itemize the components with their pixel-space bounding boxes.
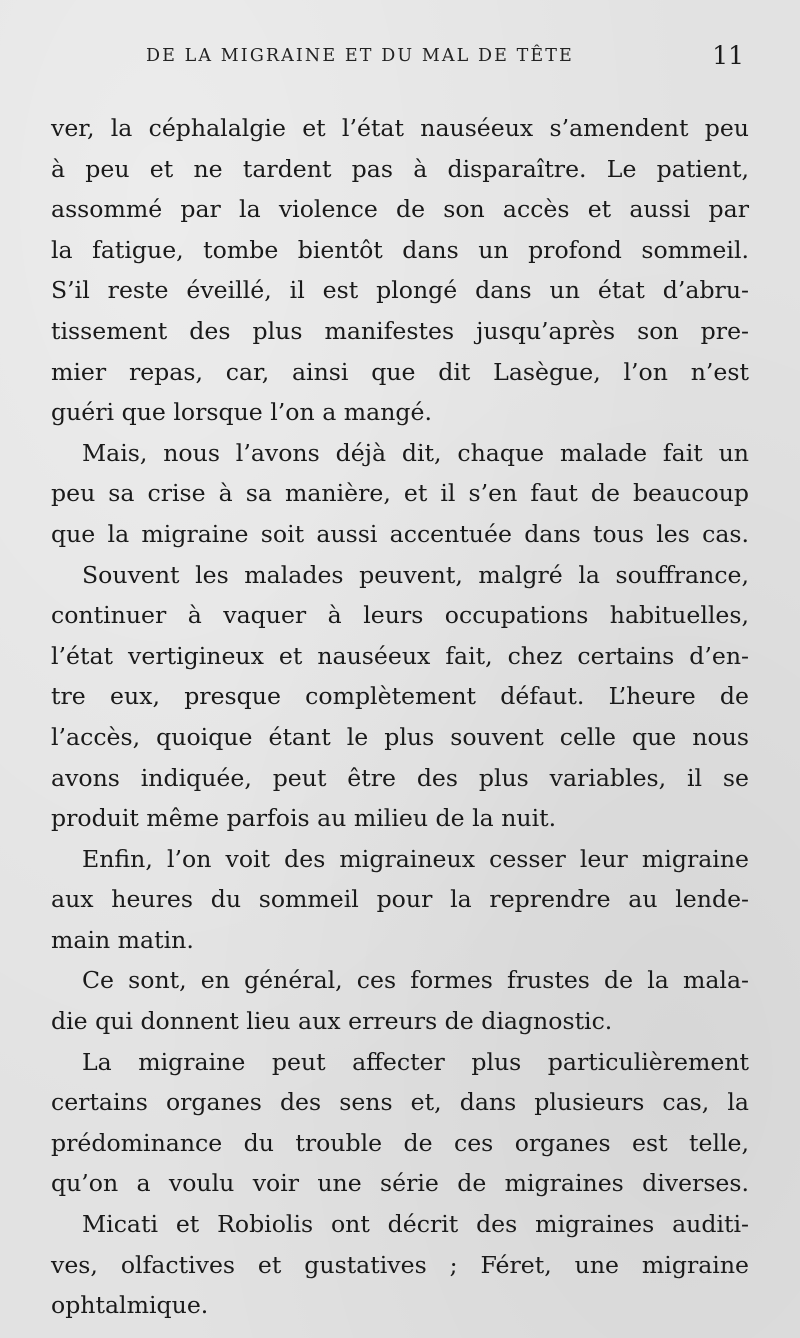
text-line: qu’on a voulu voir une série de migraines diverses. [51, 1169, 749, 1198]
text-line: mier repas, car, ainsi que dit Lasègue, l’on n’est [51, 357, 749, 386]
text-line: l’état vertigineux et nauséeux fait, chez certains d’en- [51, 641, 749, 670]
paragraph [51, 960, 749, 1041]
text-line: main matin. [51, 925, 194, 954]
text-line: ves, olfactives et gustatives ; Féret, une migraine [51, 1250, 749, 1279]
text-line: prédominance du trouble de ces organes est telle, [51, 1128, 749, 1157]
paragraph [51, 1204, 749, 1326]
text-line: tre eux, presque complètement défaut. L’heure de [51, 682, 749, 711]
text-line: continuer à vaquer à leurs occupations habituelles, [51, 601, 749, 630]
text-line: aux heures du sommeil pour la reprendre au lende- [51, 885, 749, 914]
text-line: S’il reste éveillé, il est plongé dans un état d’abru- [51, 276, 749, 305]
text-line: Souvent les malades peuvent, malgré la souffrance, [82, 560, 749, 589]
paragraph [51, 839, 749, 961]
page-number: 11 [712, 41, 744, 70]
text-line: la fatigue, tombe bientôt dans un profond sommeil. [51, 235, 749, 264]
text-line: assommé par la violence de son accès et aussi par [51, 195, 749, 224]
text-line: La migraine peut affecter plus particulièrement [82, 1047, 749, 1076]
text-line: produit même parfois au milieu de la nuit. [51, 804, 557, 833]
text-line: guéri que lorsque l’on a mangé. [51, 398, 432, 427]
text-line: avons indiquée, peut être des plus variables, il se [51, 763, 749, 792]
text-line: tissement des plus manifestes jusqu’après son pre- [51, 316, 749, 345]
text-line: ver, la céphalalgie et l’état nauséeux s’amendent peu [51, 114, 749, 142]
running-title: DE LA MIGRAINE ET DU MAL DE TÊTE [146, 46, 574, 66]
text-line: à peu et ne tardent pas à disparaître. Le patient, [51, 154, 749, 183]
text-line: que la migraine soit aussi accentuée dans tous les cas. [51, 519, 749, 548]
paragraph [51, 433, 749, 555]
text-line: Ce sont, en général, ces formes frustes de la mala- [82, 966, 749, 995]
paragraph [51, 555, 749, 839]
paragraph [51, 1042, 749, 1204]
paragraph [51, 108, 749, 433]
text-line: Micati et Robiolis ont décrit des migraines auditi- [82, 1210, 749, 1239]
text-line: Enfin, l’on voit des migraineux cesser leur migraine [82, 844, 749, 873]
text-line: certains organes des sens et, dans plusieurs cas, la [51, 1088, 749, 1117]
text-line: ophtalmique. [51, 1291, 209, 1320]
text-line: Mais, nous l’avons déjà dit, chaque malade fait un [82, 438, 749, 467]
text-line: peu sa crise à sa manière, et il s’en faut de beaucoup [51, 479, 749, 508]
body-text [51, 108, 749, 1326]
page-header [146, 41, 744, 78]
text-line: l’accès, quoique étant le plus souvent celle que nous [51, 722, 749, 751]
text-line: die qui donnent lieu aux erreurs de diagnostic. [51, 1007, 613, 1036]
